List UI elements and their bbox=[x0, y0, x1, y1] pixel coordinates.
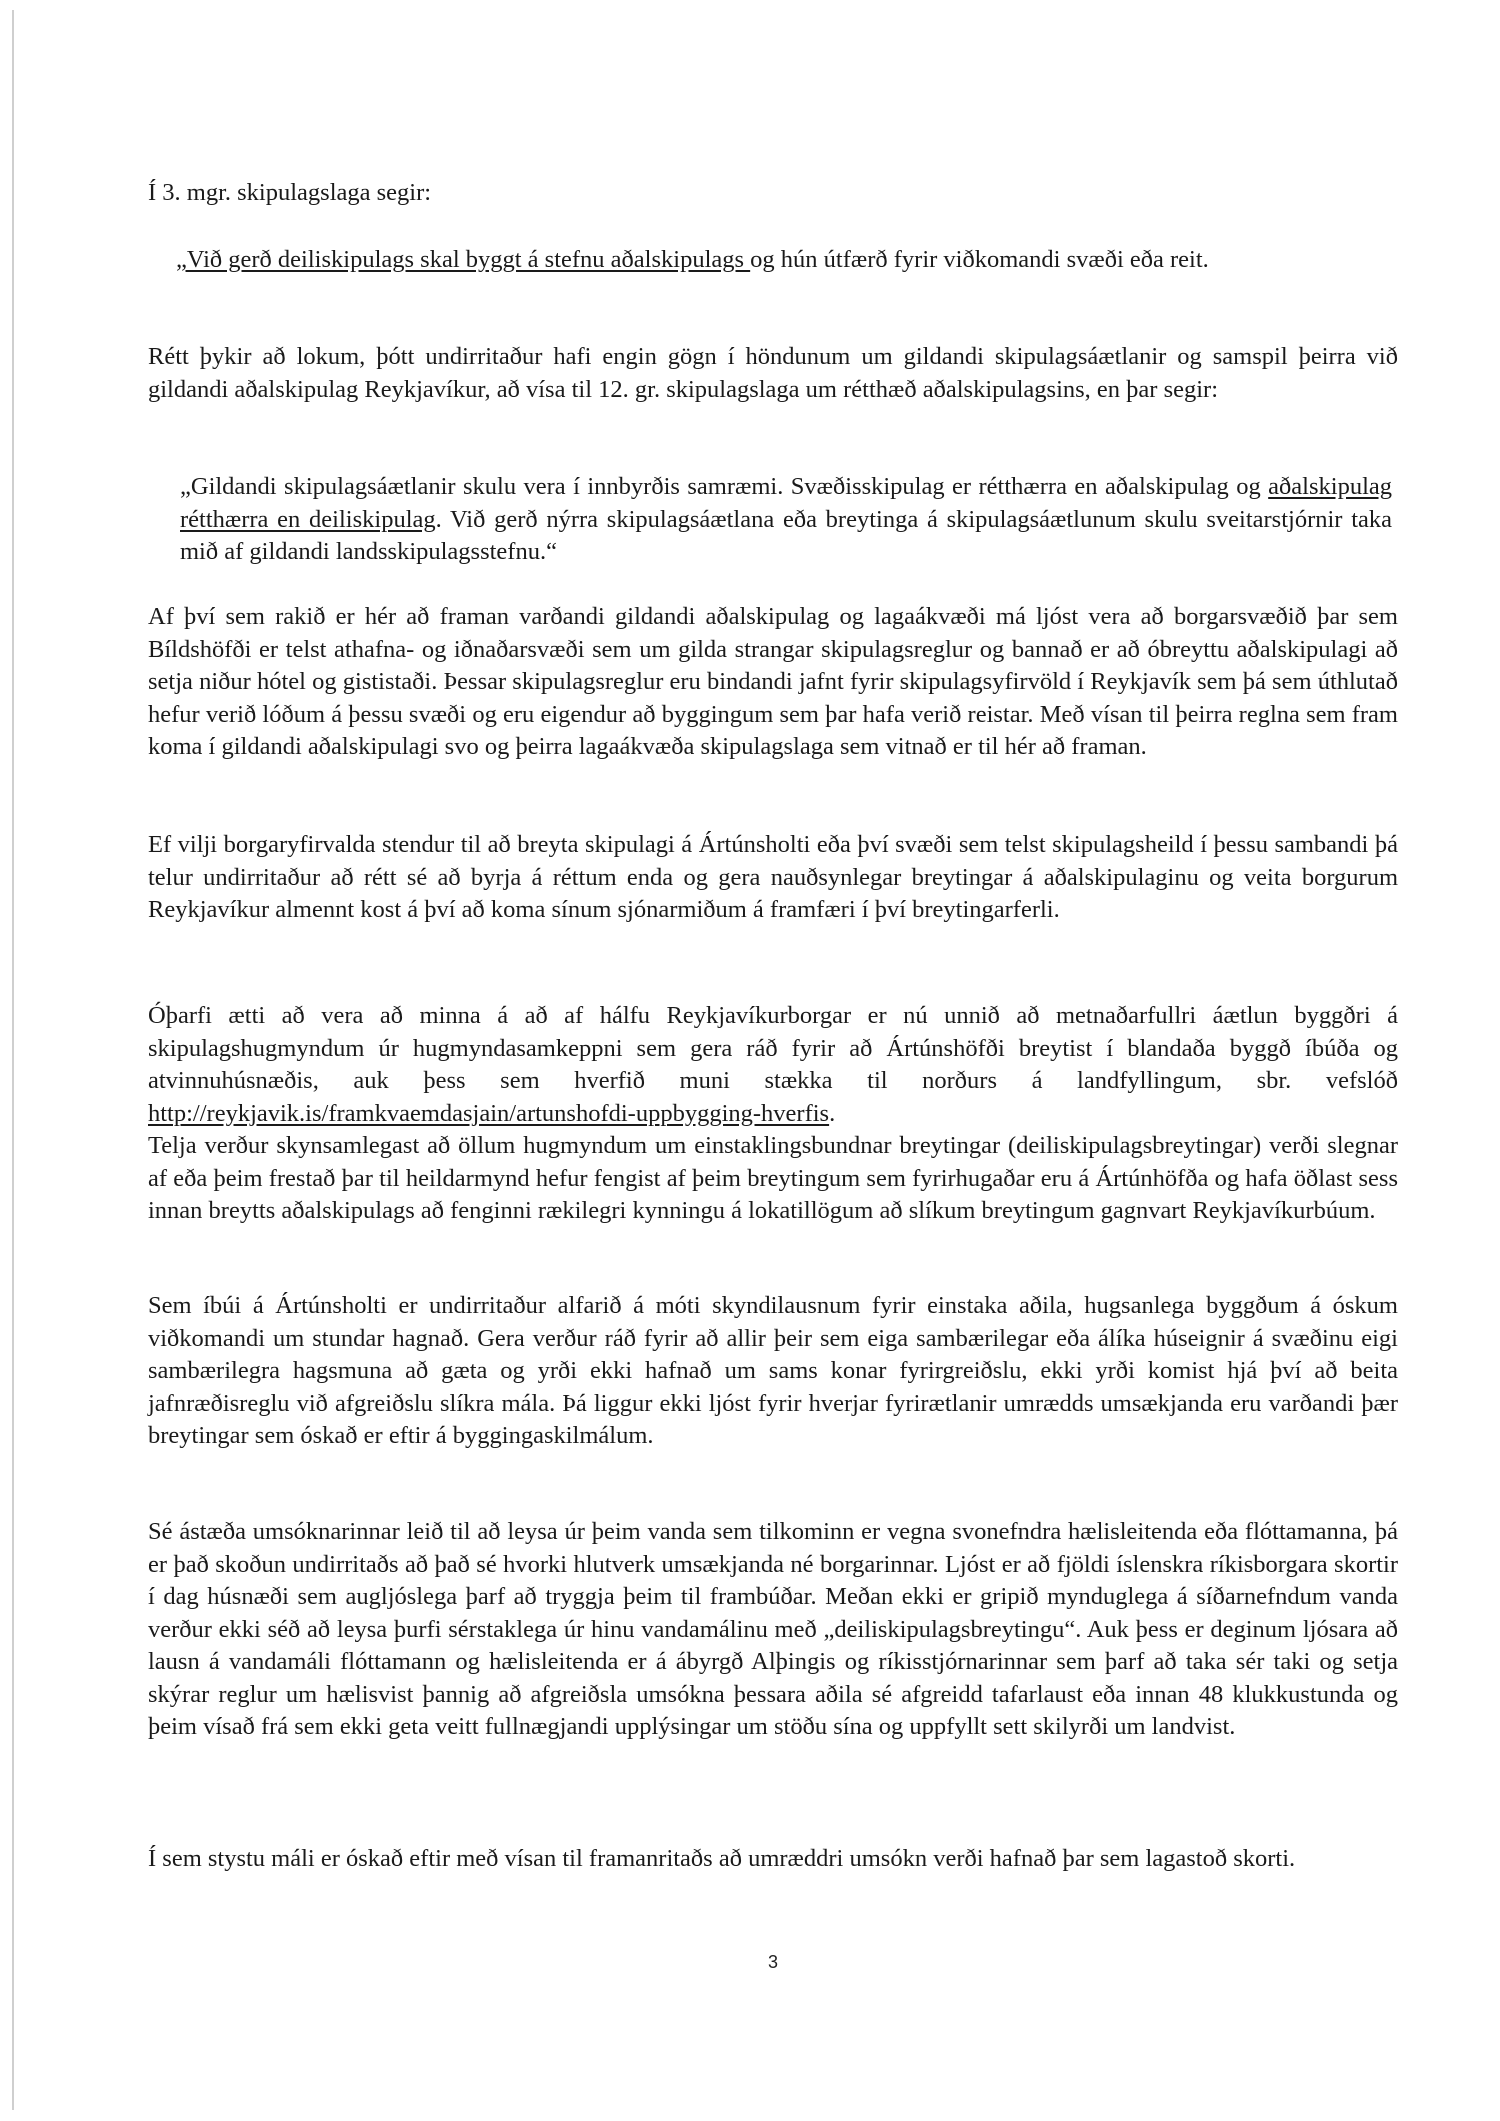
quote-12gr-underlined: aðalskipulag rétthærra en deiliskipulag bbox=[180, 473, 1392, 533]
paragraph-conclusion: Í sem stystu máli er óskað eftir með vísan til framanritaðs að umræddri umsókn verði hafnað þar sem lagastoð skorti. bbox=[148, 1845, 1296, 1872]
quote-underlined-text: „Við gerð deiliskipulags skal byggt á stefnu aðalskipulags bbox=[176, 246, 751, 273]
page-number: 3 bbox=[767, 1952, 778, 1972]
paragraph-retthaed: Rétt þykir að lokum, þótt undirritaður hafi engin gögn í höndunum um gildandi skipulagsáætlanir og samspil þeirra við gildandi aðalskipulag Reykjavíkur, að vísa til 12. gr. skipulagslaga um rétthæð aðalskipulagsins, en þar segir: bbox=[148, 343, 1398, 403]
quote-12gr-end: . Við gerð nýrra skipulagsáætlana eða breytinga á skipulagsáætlunum skulu sveitarstjórnir taka mið af gildandi landsskipulagsstefnu.“ bbox=[180, 505, 1392, 565]
paragraph-ibui: Sem íbúi á Ártúnsholti er undirritaður alfarið á móti skyndilausnum fyrir einstaka aðila, hugsanlega byggðum á óskum viðkomandi um stundar hagnað. Gera verður ráð fyrir að allir þeir sem eiga sambærilegar eða álíka húseignir á svæðinu eigi sambærilegra hagsmuna að gæta og yrði ekki hafnað um sams konar fyrirgreiðslu, ekki yrði komist hjá því að beita jafnræðisreglu við afgreiðslu slíkra mála. Þá liggur ekki ljóst fyrir hverjar fyrirætlanir umrædds umsækjanda eru varðandi þær breytingar sem óskað er eftir á byggingaskilmálum. bbox=[148, 1292, 1398, 1449]
scan-edge-line bbox=[12, 10, 14, 2110]
quote-skipulagslog-3mgr bbox=[176, 244, 1398, 277]
quote-12gr bbox=[180, 471, 1392, 569]
paragraph-intro: Í 3. mgr. skipulagslaga segir: bbox=[148, 179, 432, 206]
paragraph-artunshofdi-plan bbox=[148, 1000, 1398, 1130]
paragraph-artunshofdi-end: . bbox=[829, 1099, 836, 1127]
paragraph-telja: Telja verður skynsamlegast að öllum hugmyndum um einstaklingsbundnar breytingar (deiliskipulagsbreytingar) verði slegnar af eða þeim frestað þar til heildarmynd hefur fengist af þeim breytingum sem fyrirhugaðar eru á Ártúnhöfða og hafa öðlast sess innan breytts aðalskipulags að fenginni rækilegri kynningu á lokatillögum að slíkum breytingum gagnvart Reykjavíkurbúum. bbox=[148, 1132, 1398, 1224]
paragraph-breyta-skipulagi: Ef vilji borgaryfirvalda stendur til að breyta skipulagi á Ártúnsholti eða því svæði sem telst skipulagsheild í þessu sambandi þá telur undirritaður að rétt sé að byrja á réttum enda og gera nauðsynlegar breytingar á aðalskipulaginu og veita borgurum Reykjavíkur almennt kost á því að koma sínum sjónarmiðum á framfæri í því breytingarferli. bbox=[148, 831, 1398, 923]
paragraph-bildshofdi: Af því sem rakið er hér að framan varðandi gildandi aðalskipulag og lagaákvæði má ljóst vera að borgarsvæðið þar sem Bíldshöfði er telst athafna- og iðnaðarsvæði sem um gilda strangar skipulagsreglur og bannað er að óbreyttu aðalskipulagi að setja niður hótel og gististaði. Þessar skipulagsreglur eru bindandi jafnt fyrir skipulagsyfirvöld í Reykjavík sem þá sem úthlutað hefur verið lóðum á þessu svæði og eru eigendur að byggingum sem þar hafa verið reistar. Með vísan til þeirra reglna sem fram koma í gildandi aðalskipulagi svo og þeirra lagaákvæða skipulagslaga sem vitnað er til hér að framan. bbox=[148, 603, 1398, 760]
quote-rest-text: og hún útfærð fyrir viðkomandi svæði eða reit. bbox=[750, 246, 1209, 273]
reykjavik-link[interactable]: http://reykjavik.is/framkvaemdasjain/artunshofdi-uppbygging-hverfis bbox=[148, 1099, 830, 1127]
paragraph-artunshofdi-text: Óþarfi ætti að vera að minna á að af hálfu Reykjavíkurborgar er nú unnið að metnaðarfullri áætlun byggðri á skipulagshugmyndum úr hugmyndasamkeppni sem gera ráð fyrir að Ártúnshöfði breytist í blandaða byggð íbúða og atvinnuhúsnæðis, auk þess sem hverfið muni stækka til norðurs á landfyllingum, sbr. vefslóð bbox=[148, 1002, 1398, 1094]
quote-12gr-start: „Gildandi skipulagsáætlanir skulu vera í innbyrðis samræmi. Svæðisskipulag er rétthærra en aðalskipulag og bbox=[180, 473, 1269, 500]
paragraph-astaeda: Sé ástæða umsóknarinnar leið til að leysa úr þeim vanda sem tilkominn er vegna svonefndra hælisleitenda eða flóttamanna, þá er það skoðun undirritaðs að það sé hvorki hlutverk umsækjanda né borgarinnar. Ljóst er að fjöldi íslenskra ríkisborgara skortir í dag húsnæði sem augljóslega þarf að tryggja þeim til frambúðar. Meðan ekki er gripið mynduglega á síðarnefndum vanda verður ekki séð að leysa þurfi sérstaklega úr hinu vandamálinu með „deiliskipulagsbreytingu“. Auk þess er deginum ljósara að lausn á vandamáli flóttamann og hælisleitenda er á ábyrgð Alþingis og ríkisstjórnarinnar sem þarf að taka sér taki og setja skýrar reglur um hælisvist þannig að afgreiðsla umsókna þessara aðila sé afgreidd tafarlaust eða innan 48 klukkustunda og þeim vísað frá sem ekki geta veitt fullnægjandi upplýsingar um stöðu sína og uppfyllt sett skilyrði um landvist. bbox=[148, 1518, 1398, 1740]
